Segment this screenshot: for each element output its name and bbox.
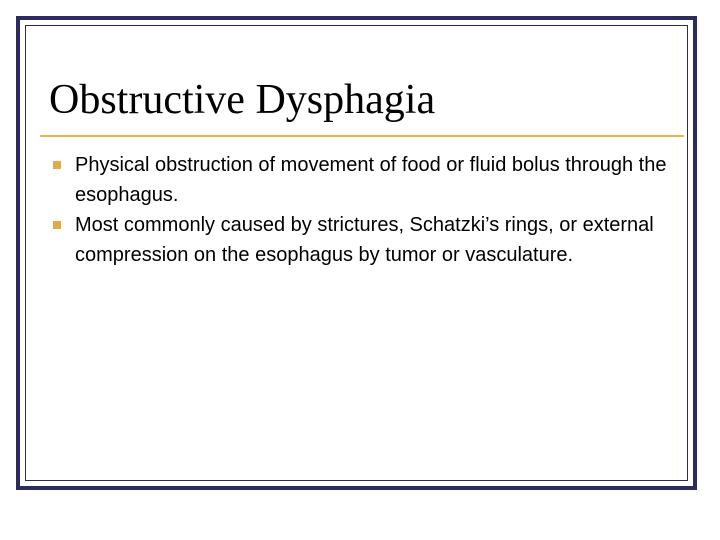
bullet-item [48, 150, 688, 210]
bullet-item [48, 210, 688, 270]
slide-title: Obstructive Dysphagia [49, 77, 436, 123]
square-bullet-icon [53, 221, 61, 229]
bullet-list [48, 150, 688, 270]
square-bullet-icon [53, 161, 61, 169]
bullet-text: Physical obstruction of movement of food or fluid bolus through the esophagus. [75, 154, 667, 206]
bullet-text: Most commonly caused by strictures, Schatzki’s rings, or external compression on the esophagus by tumor or vasculature. [75, 214, 654, 266]
title-divider [40, 135, 684, 137]
